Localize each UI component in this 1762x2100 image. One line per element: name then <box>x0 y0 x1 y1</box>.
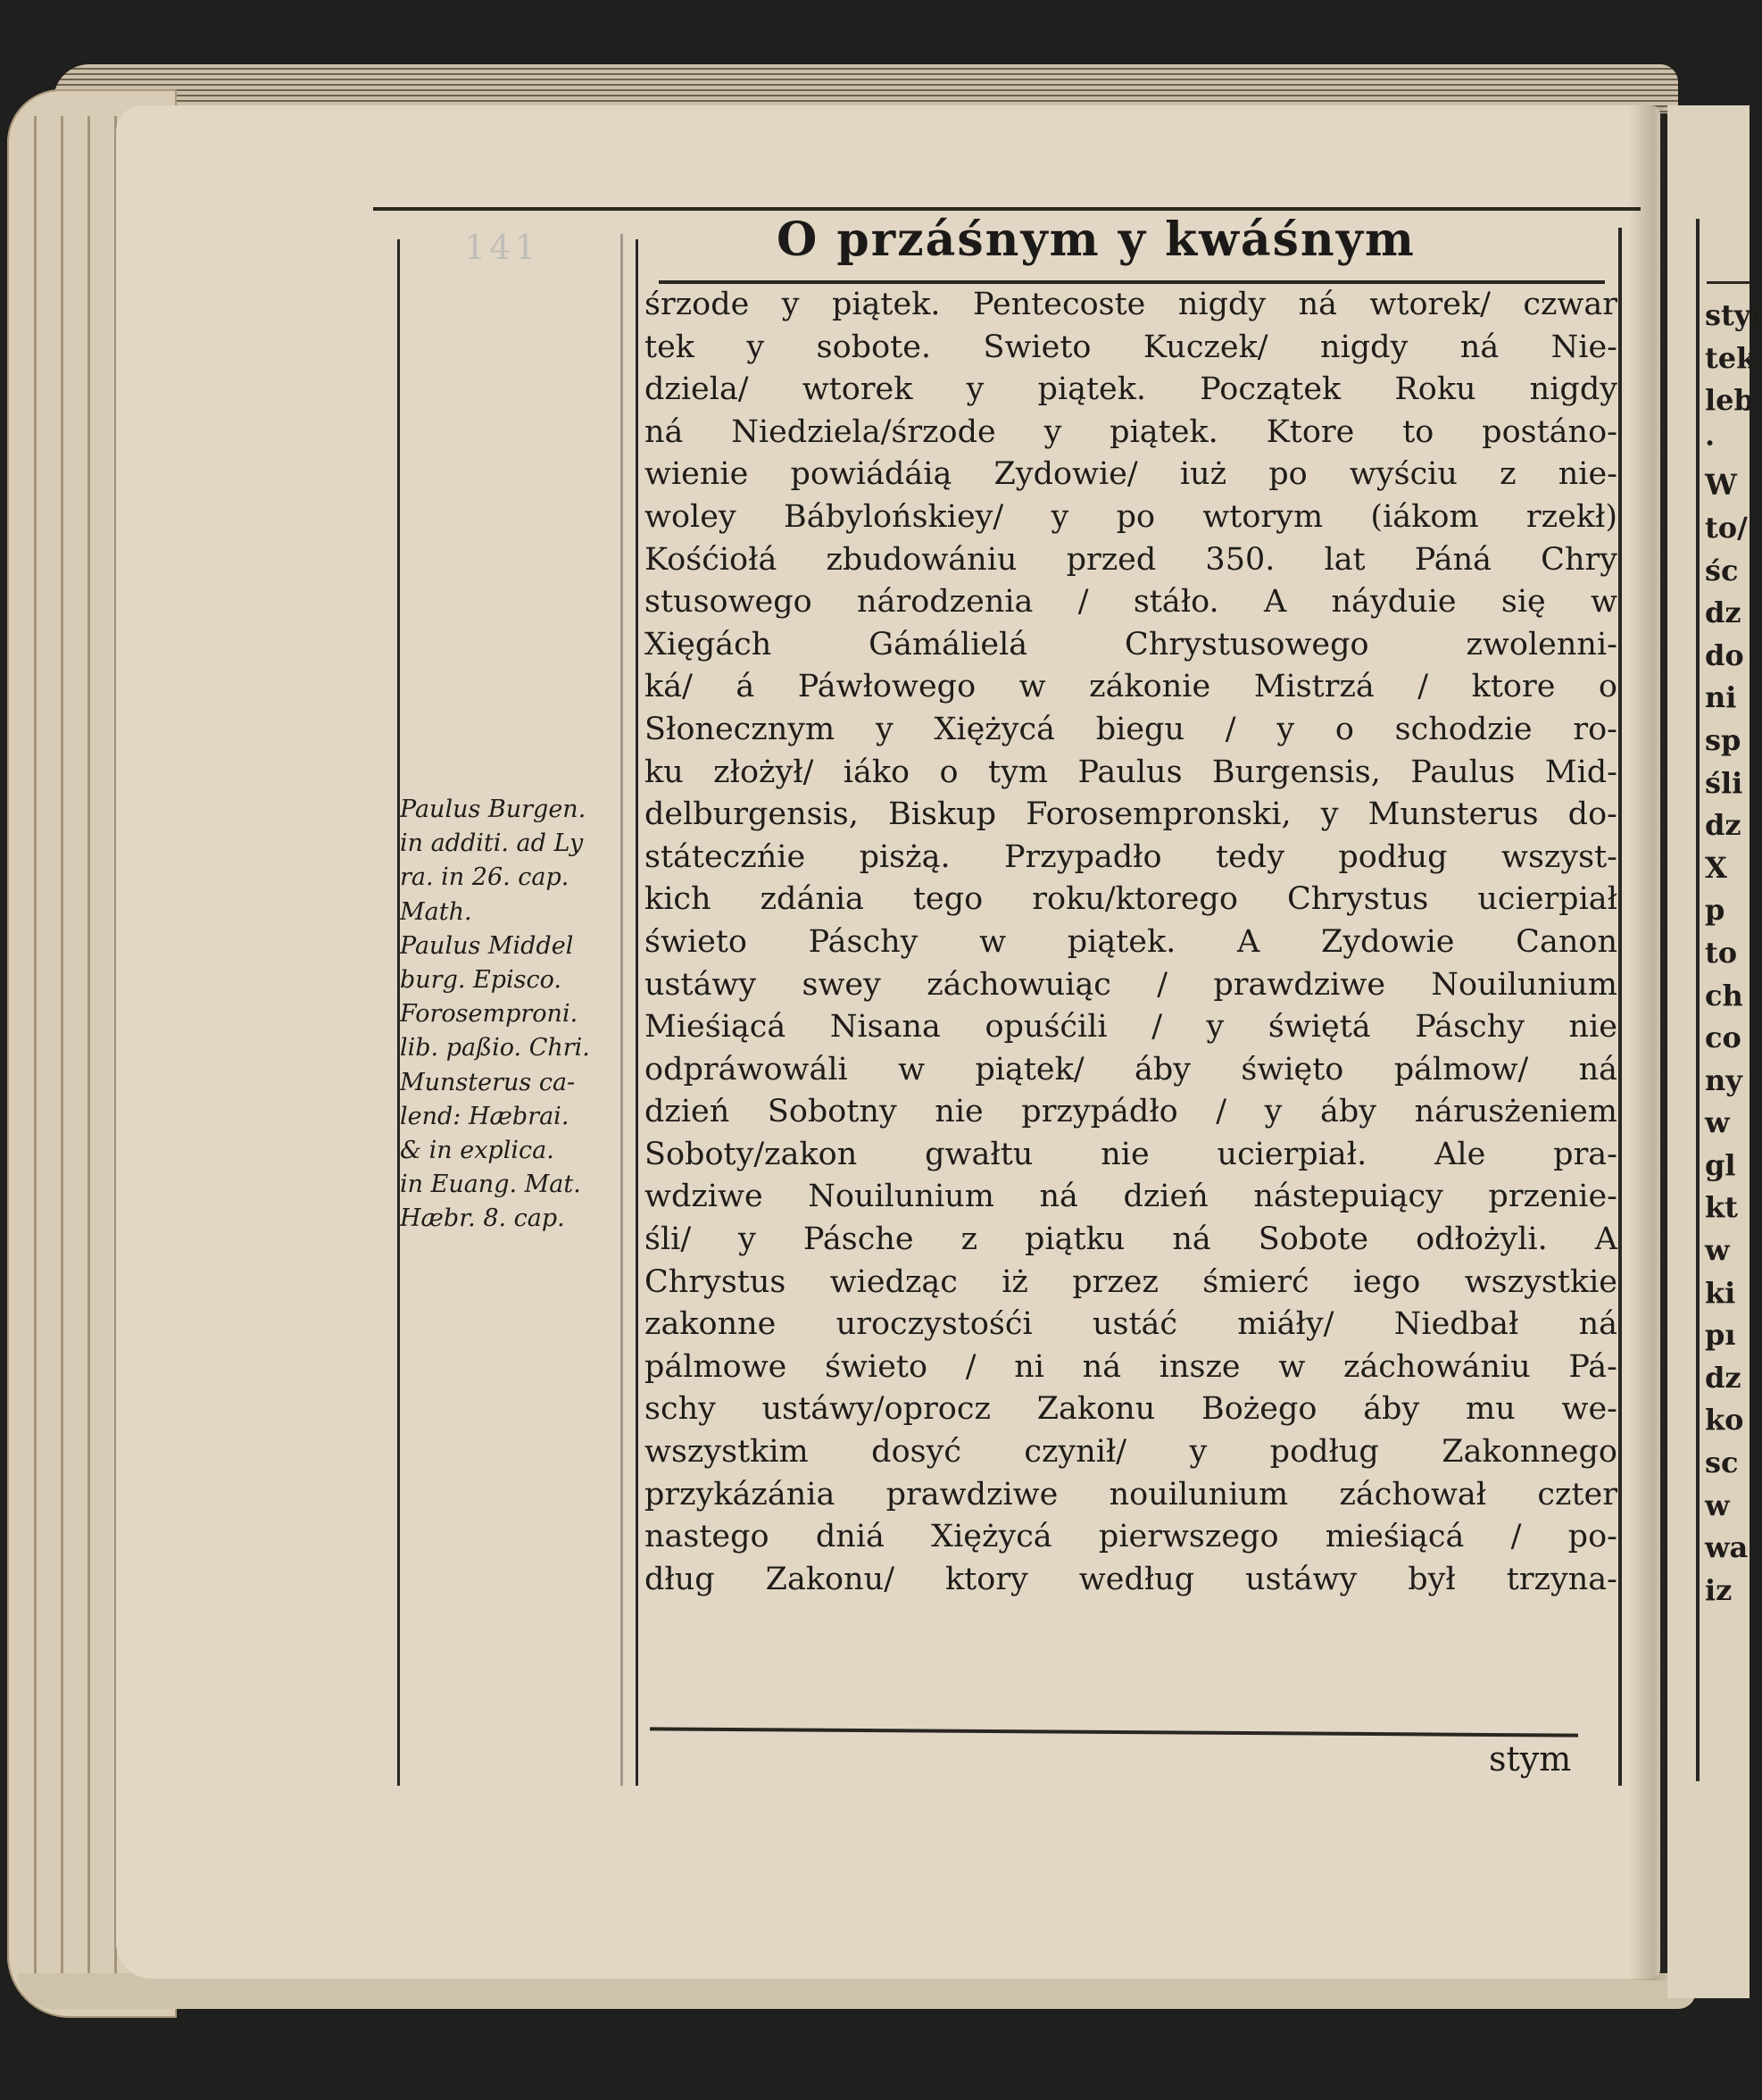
right-page-margin-rule <box>1696 219 1700 1781</box>
margin-note-line: Math. <box>400 897 472 926</box>
margin-note-line: in Euang. Mat. <box>400 1171 581 1199</box>
right-page-line-fragment: ny <box>1705 1062 1742 1097</box>
right-page-header-rule <box>1707 281 1750 284</box>
catchword: stym <box>1489 1739 1572 1779</box>
right-page-line-fragment: dz <box>1705 808 1741 843</box>
text-line: śli/ y Pásche z piątku ná Sobote odłożyli. A <box>644 1221 1617 1258</box>
right-page-line-fragment: w <box>1705 1488 1730 1522</box>
right-page-line-fragment: to <box>1705 935 1738 970</box>
right-page-line-fragment: tek <box>1705 340 1757 375</box>
text-line: dług Zakonu/ ktory według ustáwy był trzyna- <box>644 1561 1617 1597</box>
right-page-line-fragment: ni <box>1705 680 1737 715</box>
right-page-line-fragment: w <box>1705 1233 1730 1268</box>
right-page-line-fragment: kt <box>1705 1190 1738 1225</box>
margin-note-line: & in explica. <box>400 1136 554 1164</box>
text-column-left-rule <box>636 239 638 1786</box>
right-page-line-fragment: sc <box>1705 1446 1739 1480</box>
text-line: pálmowe świeto / ni ná insze w záchowániu Pá- <box>644 1348 1617 1385</box>
text-line: Kośćiołá zbudowániu przed 350. lat Páná Chry <box>644 541 1617 578</box>
header-rule <box>373 207 1641 211</box>
right-page-line-fragment: do <box>1705 638 1744 672</box>
text-line: ná Niedziela/śrzode y piątek. Ktore to postáno- <box>644 413 1617 450</box>
right-page-text-fragment <box>1705 295 1762 1612</box>
text-line: kich zdánia tego roku/ktorego Chrystus ucierpiał <box>644 881 1617 918</box>
main-text-column <box>644 284 1617 1601</box>
right-page-line-fragment: styı <box>1705 298 1762 332</box>
show-through-rule <box>620 234 623 1786</box>
text-line: stusowego národzenia / stáło. A náyduie się w <box>644 584 1617 621</box>
show-through-page-number: 141 <box>464 228 540 267</box>
right-page-line-fragment: ki <box>1705 1275 1736 1310</box>
text-line: Xięgách Gámálielá Chrystusowego zwolenni- <box>644 626 1617 662</box>
right-page-line-fragment: X <box>1705 850 1727 885</box>
text-column-right-rule <box>1618 228 1622 1786</box>
margin-note-line: Paulus Burgen. <box>400 796 586 823</box>
text-line: schy ustáwy/oprocz Zakonu Bożego áby mu we- <box>644 1391 1617 1428</box>
text-line: Słonecznym y Xiężycá biegu / y o schodzie ro- <box>644 711 1617 747</box>
text-line: ustáwy swey záchowuiąc / prawdziwe Nouilunium <box>644 966 1617 1003</box>
text-line: odpráwowáli w piątek/ áby święto pálmow/ ná <box>644 1051 1617 1088</box>
text-line: delburgensis, Biskup Forosempronski, y Munsterus do- <box>644 796 1617 833</box>
margin-note-line: Paulus Middel <box>400 931 574 960</box>
right-page-line-fragment: · <box>1705 425 1716 460</box>
right-page-line-fragment: leb <box>1705 383 1754 418</box>
text-line: wdziwe Nouilunium ná dzień nástepuiący przenie- <box>644 1179 1617 1215</box>
text-line: Mieśiącá Nisana opuśćili / y świętá Páschy nie <box>644 1009 1617 1046</box>
text-line: wienie powiádáią Zydowie/ iuż po wyściu z nie- <box>644 456 1617 493</box>
right-page-line-fragment: ch <box>1705 978 1743 1012</box>
text-line: śrzode y piątek. Pentecoste nigdy ná wtorek/ czwar <box>644 287 1617 322</box>
right-page-line-fragment: dz <box>1705 596 1741 630</box>
right-page-line-fragment: co <box>1705 1021 1741 1055</box>
marginal-notes <box>400 793 619 1236</box>
right-page-line-fragment: wa <box>1705 1530 1749 1565</box>
margin-note-line: lib. paßio. Chri. <box>400 1034 590 1062</box>
right-page-line-fragment: gl <box>1705 1147 1736 1182</box>
text-line: woley Bábylońskiey/ y po wtorym (iákom rzekł) <box>644 498 1617 535</box>
text-line: zakonne uroczystośći ustáć miáły/ Niedbał ná <box>644 1306 1617 1343</box>
margin-note-line: in additi. ad Ly <box>400 829 584 858</box>
text-line: nastego dniá Xiężycá pierwszego mieśiącá / po- <box>644 1519 1617 1555</box>
text-line: Soboty/zakon gwałtu nie ucierpiał. Ale pra- <box>644 1136 1617 1172</box>
right-page-line-fragment: to/ <box>1705 510 1748 545</box>
text-line: Chrystus wiedząc iż przez śmierć iego wszystkie <box>644 1263 1617 1300</box>
text-line: świeto Páschy w piątek. A Zydowie Canon <box>644 923 1617 960</box>
margin-note-line: Munsterus ca- <box>400 1068 576 1096</box>
text-line: przykázánia prawdziwe nouilunium záchował czter <box>644 1476 1617 1512</box>
leaf-edge-line <box>34 116 37 1982</box>
right-page-line-fragment: śc <box>1705 553 1739 588</box>
text-line: tek y sobote. Swieto Kuczek/ nigdy ná Nie- <box>644 329 1617 365</box>
margin-note-line: lend: Hæbrai. <box>400 1102 569 1130</box>
text-line: ká/ á Páwłowego w zákonie Mistrzá / ktore o <box>644 669 1617 705</box>
right-page-line-fragment: w <box>1705 1105 1730 1140</box>
text-line: dziela/ wtorek y piątek. Początek Roku nigdy <box>644 371 1617 408</box>
page-bottom-edge <box>18 1973 1696 2009</box>
margin-note-line: ra. in 26. cap. <box>400 863 569 892</box>
right-page-line-fragment: W <box>1705 468 1737 503</box>
right-page-line-fragment: p <box>1705 893 1725 928</box>
leaf-edge-line <box>61 116 63 1982</box>
margin-note-line: Hæbr. 8. cap. <box>400 1204 565 1233</box>
right-page-line-fragment: ko <box>1705 1403 1744 1438</box>
running-head: O przáśnym y kwáśnym <box>777 212 1416 267</box>
text-line: státeczńie pisżą. Przypadło tedy podług wszyst- <box>644 838 1617 875</box>
text-line: wszystkim dosyć czynił/ y podług Zakonnego <box>644 1434 1617 1471</box>
text-line: ku złożył/ iáko o tym Paulus Burgensis, Paulus Mid- <box>644 754 1617 790</box>
gutter-shadow <box>1629 105 1669 1980</box>
margin-note-line: Forosemproni. <box>400 1000 578 1029</box>
right-page-line-fragment: sp <box>1705 722 1741 757</box>
right-page-line-fragment: pı <box>1705 1318 1736 1353</box>
right-page-line-fragment: śli <box>1705 765 1743 800</box>
right-page-line-fragment: iz <box>1705 1572 1733 1607</box>
right-page-line-fragment: dz <box>1705 1360 1741 1395</box>
leaf-edge-line <box>87 116 90 1982</box>
text-line: dzień Sobotny nie przypádło / y áby nárusżeniem <box>644 1094 1617 1130</box>
margin-note-line: burg. Episco. <box>400 965 561 994</box>
